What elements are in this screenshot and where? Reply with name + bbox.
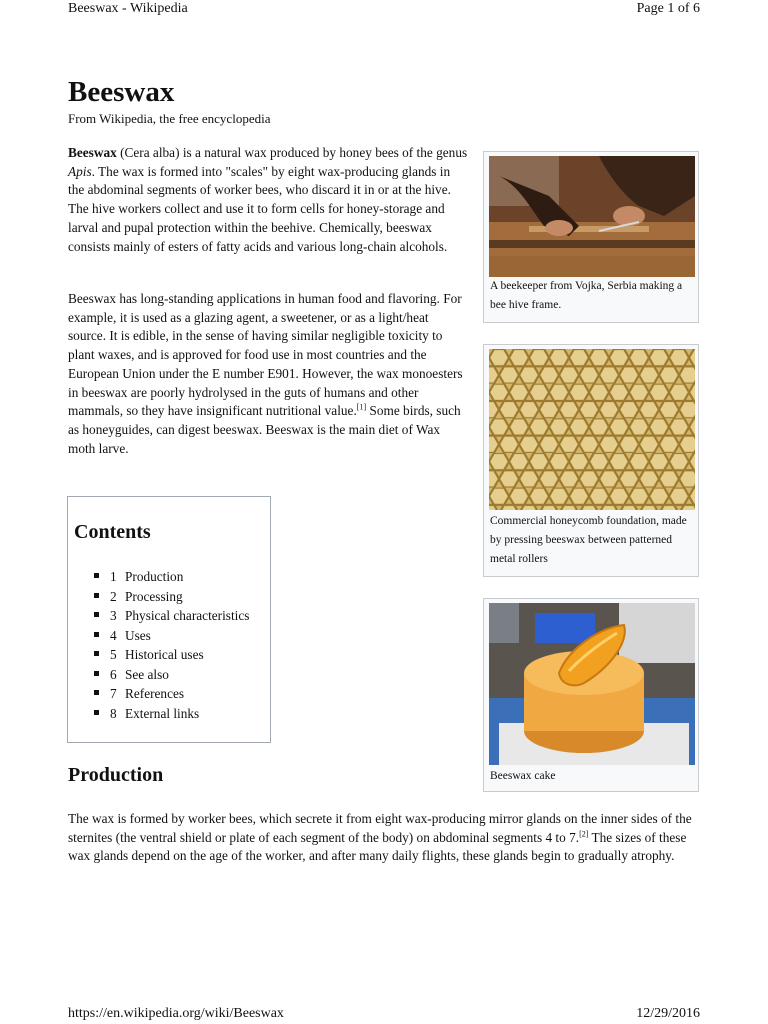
toc-item-external-links[interactable] <box>94 704 249 724</box>
p3-text-b: The sizes of these wax glands depend on the age of the worker, and after many daily flights, these glands begin to gradually atrophy. <box>68 829 687 864</box>
bullet-icon <box>94 671 99 676</box>
honeycomb-pattern <box>489 349 695 510</box>
reference-link-2[interactable]: [2] <box>579 829 589 839</box>
article-title: Beeswax <box>68 76 175 108</box>
bullet-icon <box>94 690 99 695</box>
toc-label: Physical characteristics <box>125 608 250 623</box>
toc-label: External links <box>125 705 200 721</box>
reference-link-1[interactable]: [1] <box>356 402 367 412</box>
toc-label: References <box>125 686 185 701</box>
page-url[interactable]: https://en.wikipedia.org/wiki/Beeswax <box>68 1006 284 1021</box>
toc-item-uses[interactable] <box>94 626 249 646</box>
toc-item-physical-characteristics[interactable] <box>94 606 249 626</box>
bullet-icon <box>94 651 99 656</box>
toc-number: 5 <box>110 647 117 662</box>
toc-item-historical-uses[interactable] <box>94 645 249 665</box>
toc-number: 8 <box>110 705 117 721</box>
toc-item-processing[interactable] <box>94 587 249 607</box>
bullet-icon <box>94 632 99 637</box>
article-tagline: From Wikipedia, the free encyclopedia <box>68 111 271 126</box>
beekeeper-illustration <box>489 156 695 277</box>
p1-text-b: . The wax is formed into "scales" by eight wax-producing glands in the abdominal segments of worker bees, who discard it in or at the hive. The hive workers collect and use it to form cells for honey-storage and larval and pupal protection within the beehive. Chemically, beeswax consists mainly of esters of fatty acids and various long-chain alcohols. <box>68 163 451 254</box>
production-paragraph <box>68 810 708 866</box>
bullet-icon <box>94 710 99 715</box>
toc-number: 7 <box>110 686 117 701</box>
figure-caption: Beeswax cake <box>490 770 556 782</box>
intro-paragraph-2 <box>68 290 468 458</box>
print-date: 12/29/2016 <box>636 1006 700 1021</box>
toc-number: 3 <box>110 608 117 623</box>
toc-title: Contents <box>74 521 151 543</box>
toc-number: 2 <box>110 588 117 604</box>
p2-text-b: Some birds, such as honeyguides, can digest beeswax. Beeswax is the main diet of Wax moth larve. <box>68 403 461 456</box>
figure-honeycomb <box>483 344 699 577</box>
beeswax-cake-illustration <box>489 603 695 765</box>
toc-label: Processing <box>125 588 183 604</box>
p2-text-a: Beeswax has long-standing applications in human food and flavoring. For example, it is used as a glazing agent, a sweetener, or as a light/heat source. It is edible, in the sense of having similar negligible toxicity to plant waxes, and is approved for food use in most countries and the European Union under the E number E901. However, the wax monoesters in beeswax are poorly hydrolysed in the guts of humans and other mammals, so they have insignificant nutritional value. <box>68 291 463 419</box>
toc-item-production[interactable] <box>94 567 249 587</box>
bullet-icon <box>94 573 99 578</box>
page-number: Page 1 of 6 <box>636 1 700 16</box>
term-bold: Beeswax <box>68 145 117 160</box>
toc-label: Historical uses <box>125 647 204 662</box>
honeycomb-photo[interactable] <box>489 349 695 510</box>
toc-number: 6 <box>110 666 117 682</box>
section-heading-production: Production <box>68 764 164 786</box>
beekeeper-photo[interactable] <box>489 156 695 277</box>
toc-number: 4 <box>110 627 117 643</box>
p3-text-a: The wax is formed by worker bees, which secrete it from eight wax-producing mirror glands on the inner sides of the sternites (the ventral shield or plate of each segment of the body) on abdominal segments 4 to 7. <box>68 811 692 845</box>
genus-italic: Apis <box>68 163 92 179</box>
toc-list <box>94 567 249 723</box>
bullet-icon <box>94 612 99 617</box>
toc-number: 1 <box>110 569 117 584</box>
toc-label: Uses <box>125 627 151 643</box>
figure-beekeeper <box>483 151 699 323</box>
figure-caption: Commercial honeycomb foundation, made by pressing beeswax between patterned metal rollers <box>490 515 687 565</box>
figure-caption: A beekeeper from Vojka, Serbia making a bee hive frame. <box>490 280 683 311</box>
p1-text-a: (Cera alba) is a natural wax produced by honey bees of the genus <box>116 145 468 160</box>
toc-label: See also <box>125 666 169 682</box>
page-header-title: Beeswax - Wikipedia <box>68 1 188 16</box>
table-of-contents <box>67 496 271 743</box>
figure-beeswax-cake <box>483 598 699 792</box>
beeswax-cake-photo[interactable] <box>489 603 695 765</box>
toc-item-references[interactable] <box>94 684 249 704</box>
intro-paragraph-1 <box>68 144 468 256</box>
toc-item-see-also[interactable] <box>94 665 249 685</box>
toc-label: Production <box>125 569 184 584</box>
bullet-icon <box>94 593 99 598</box>
